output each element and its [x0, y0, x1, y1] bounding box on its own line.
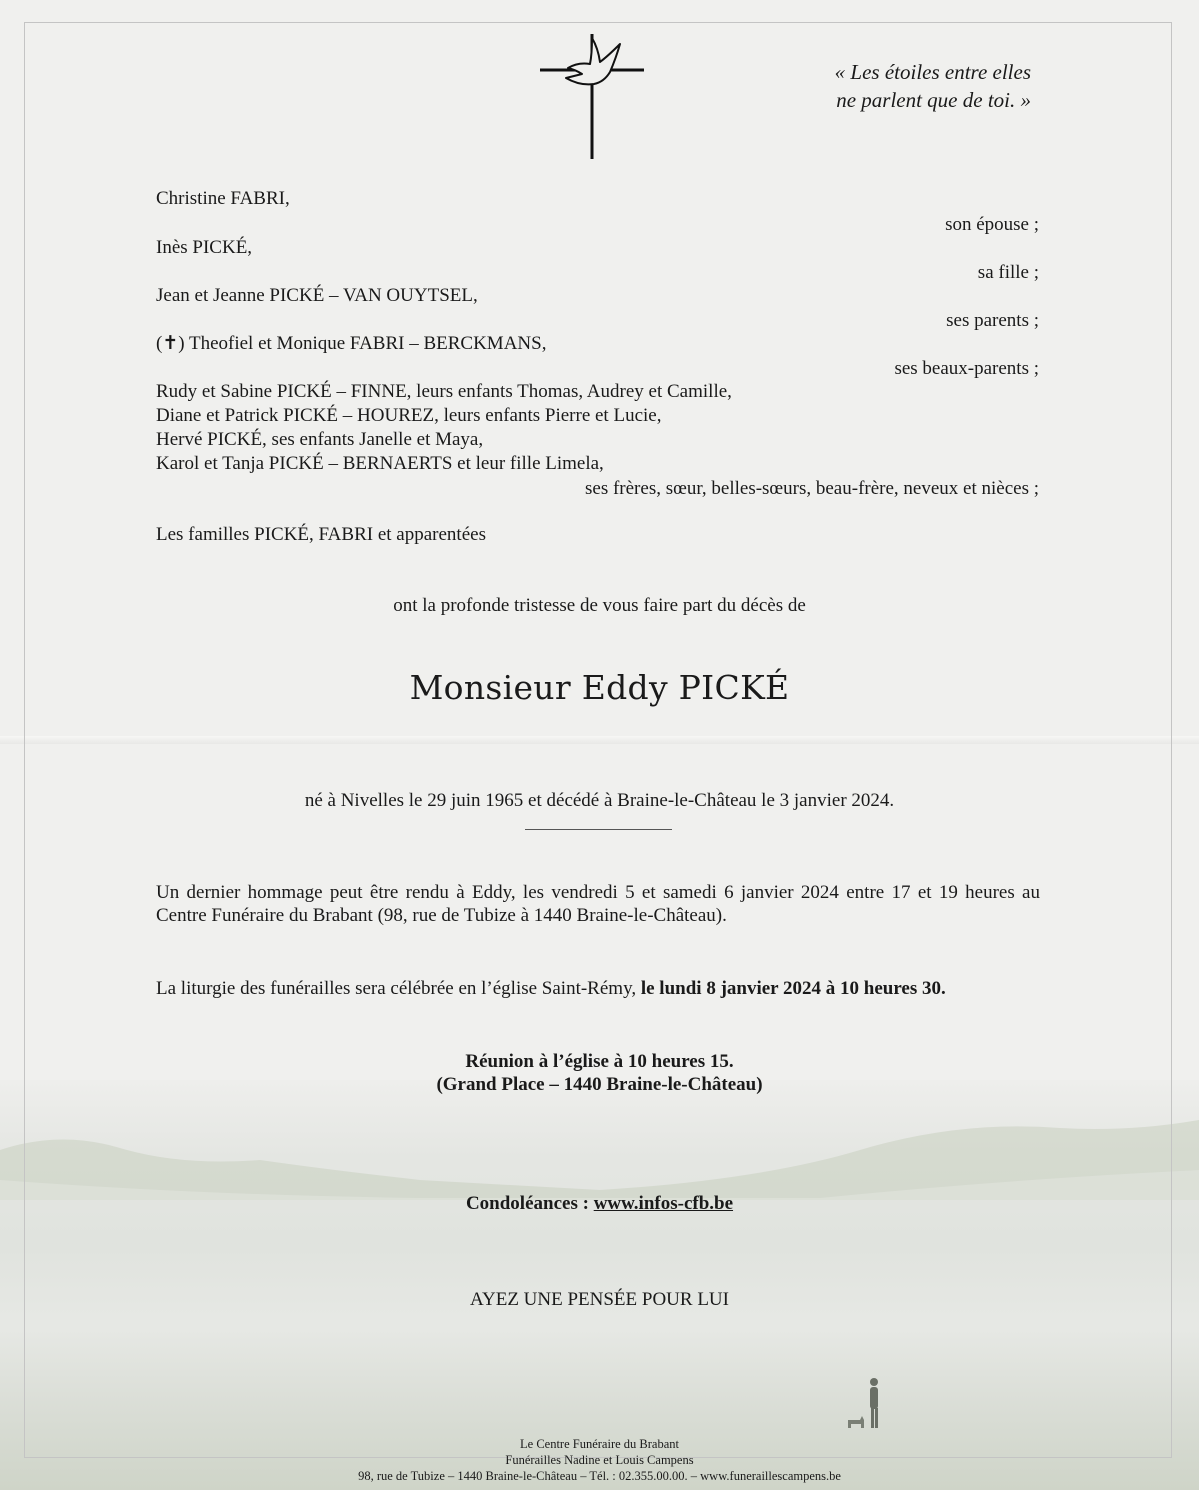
sibling-line: Hervé PICKÉ, ses enfants Janelle et Maya, [156, 429, 484, 450]
siblings-relation: ses frères, sœur, belles-sœurs, beau-frère, neveux et nièces ; [585, 478, 1039, 499]
condoleances-line [0, 1192, 1199, 1215]
sibling-line: Karol et Tanja PICKÉ – BERNAERTS et leur fille Limela, [156, 453, 604, 474]
reunion-location: (Grand Place – 1440 Braine-le-Château) [436, 1074, 763, 1095]
family-member-name: (✝) Theofiel et Monique FABRI – BERCKMANS, [156, 333, 547, 354]
quote-line-1: « Les étoiles entre elles [834, 60, 1031, 84]
funeral-home-owners: Funérailles Nadine et Louis Campens [505, 1453, 694, 1467]
family-member-relation: sa fille ; [977, 262, 1039, 283]
funeral-home-name: Le Centre Funéraire du Brabant [520, 1437, 679, 1451]
family-member-relation: ses parents ; [946, 310, 1039, 331]
family-member-relation: son épouse ; [945, 214, 1039, 235]
family-member-name: Christine FABRI, [156, 188, 290, 209]
condoleances-link[interactable]: www.infos-cfb.be [593, 1193, 734, 1214]
epigraph-quote [835, 58, 1031, 114]
condoleances-label: Condoléances : [465, 1193, 594, 1214]
family-member-name: Jean et Jeanne PICKÉ – VAN OUYTSEL, [156, 285, 478, 306]
extended-families: Les familles PICKÉ, FABRI et apparentées [156, 524, 486, 545]
announcement-text: ont la profonde tristesse de vous faire part du décès de [393, 595, 806, 616]
liturgie-text: La liturgie des funérailles sera célébrée en l’église Saint-Rémy, [156, 978, 641, 999]
liturgie-paragraph [156, 977, 946, 1000]
reunion-time: Réunion à l’église à 10 heures 15. [465, 1051, 734, 1072]
deceased-name: Monsieur Eddy PICKÉ [409, 668, 790, 707]
separator-line [525, 829, 672, 830]
family-member-relation: ses beaux-parents ; [894, 358, 1039, 379]
cross-with-dove-icon [538, 34, 648, 159]
sibling-line: Diane et Patrick PICKÉ – HOUREZ, leurs enfants Pierre et Lucie, [156, 405, 662, 426]
hommage-paragraph: Un dernier hommage peut être rendu à Eddy, les vendredi 5 et samedi 6 janvier 2024 entre 17 et 19 heures au Centre Funéraire du Brabant (98, rue de Tubize à 1440 Braine-le-Château). [156, 882, 1040, 926]
quote-line-2: ne parlent que de toi. » [836, 88, 1031, 112]
liturgie-date: le lundi 8 janvier 2024 à 10 heures 30. [640, 978, 946, 999]
closing-message: AYEZ UNE PENSÉE POUR LUI [470, 1289, 729, 1310]
family-member-name: Inès PICKÉ, [156, 237, 253, 258]
funeral-home-contact: 98, rue de Tubize – 1440 Braine-le-Château – Tél. : 02.355.00.00. – www.funeraillescampens.be [358, 1469, 841, 1483]
birth-death-dates: né à Nivelles le 29 juin 1965 et décédé à Braine-le-Château le 3 janvier 2024. [304, 790, 895, 811]
sibling-line: Rudy et Sabine PICKÉ – FINNE, leurs enfants Thomas, Audrey et Camille, [156, 381, 732, 402]
